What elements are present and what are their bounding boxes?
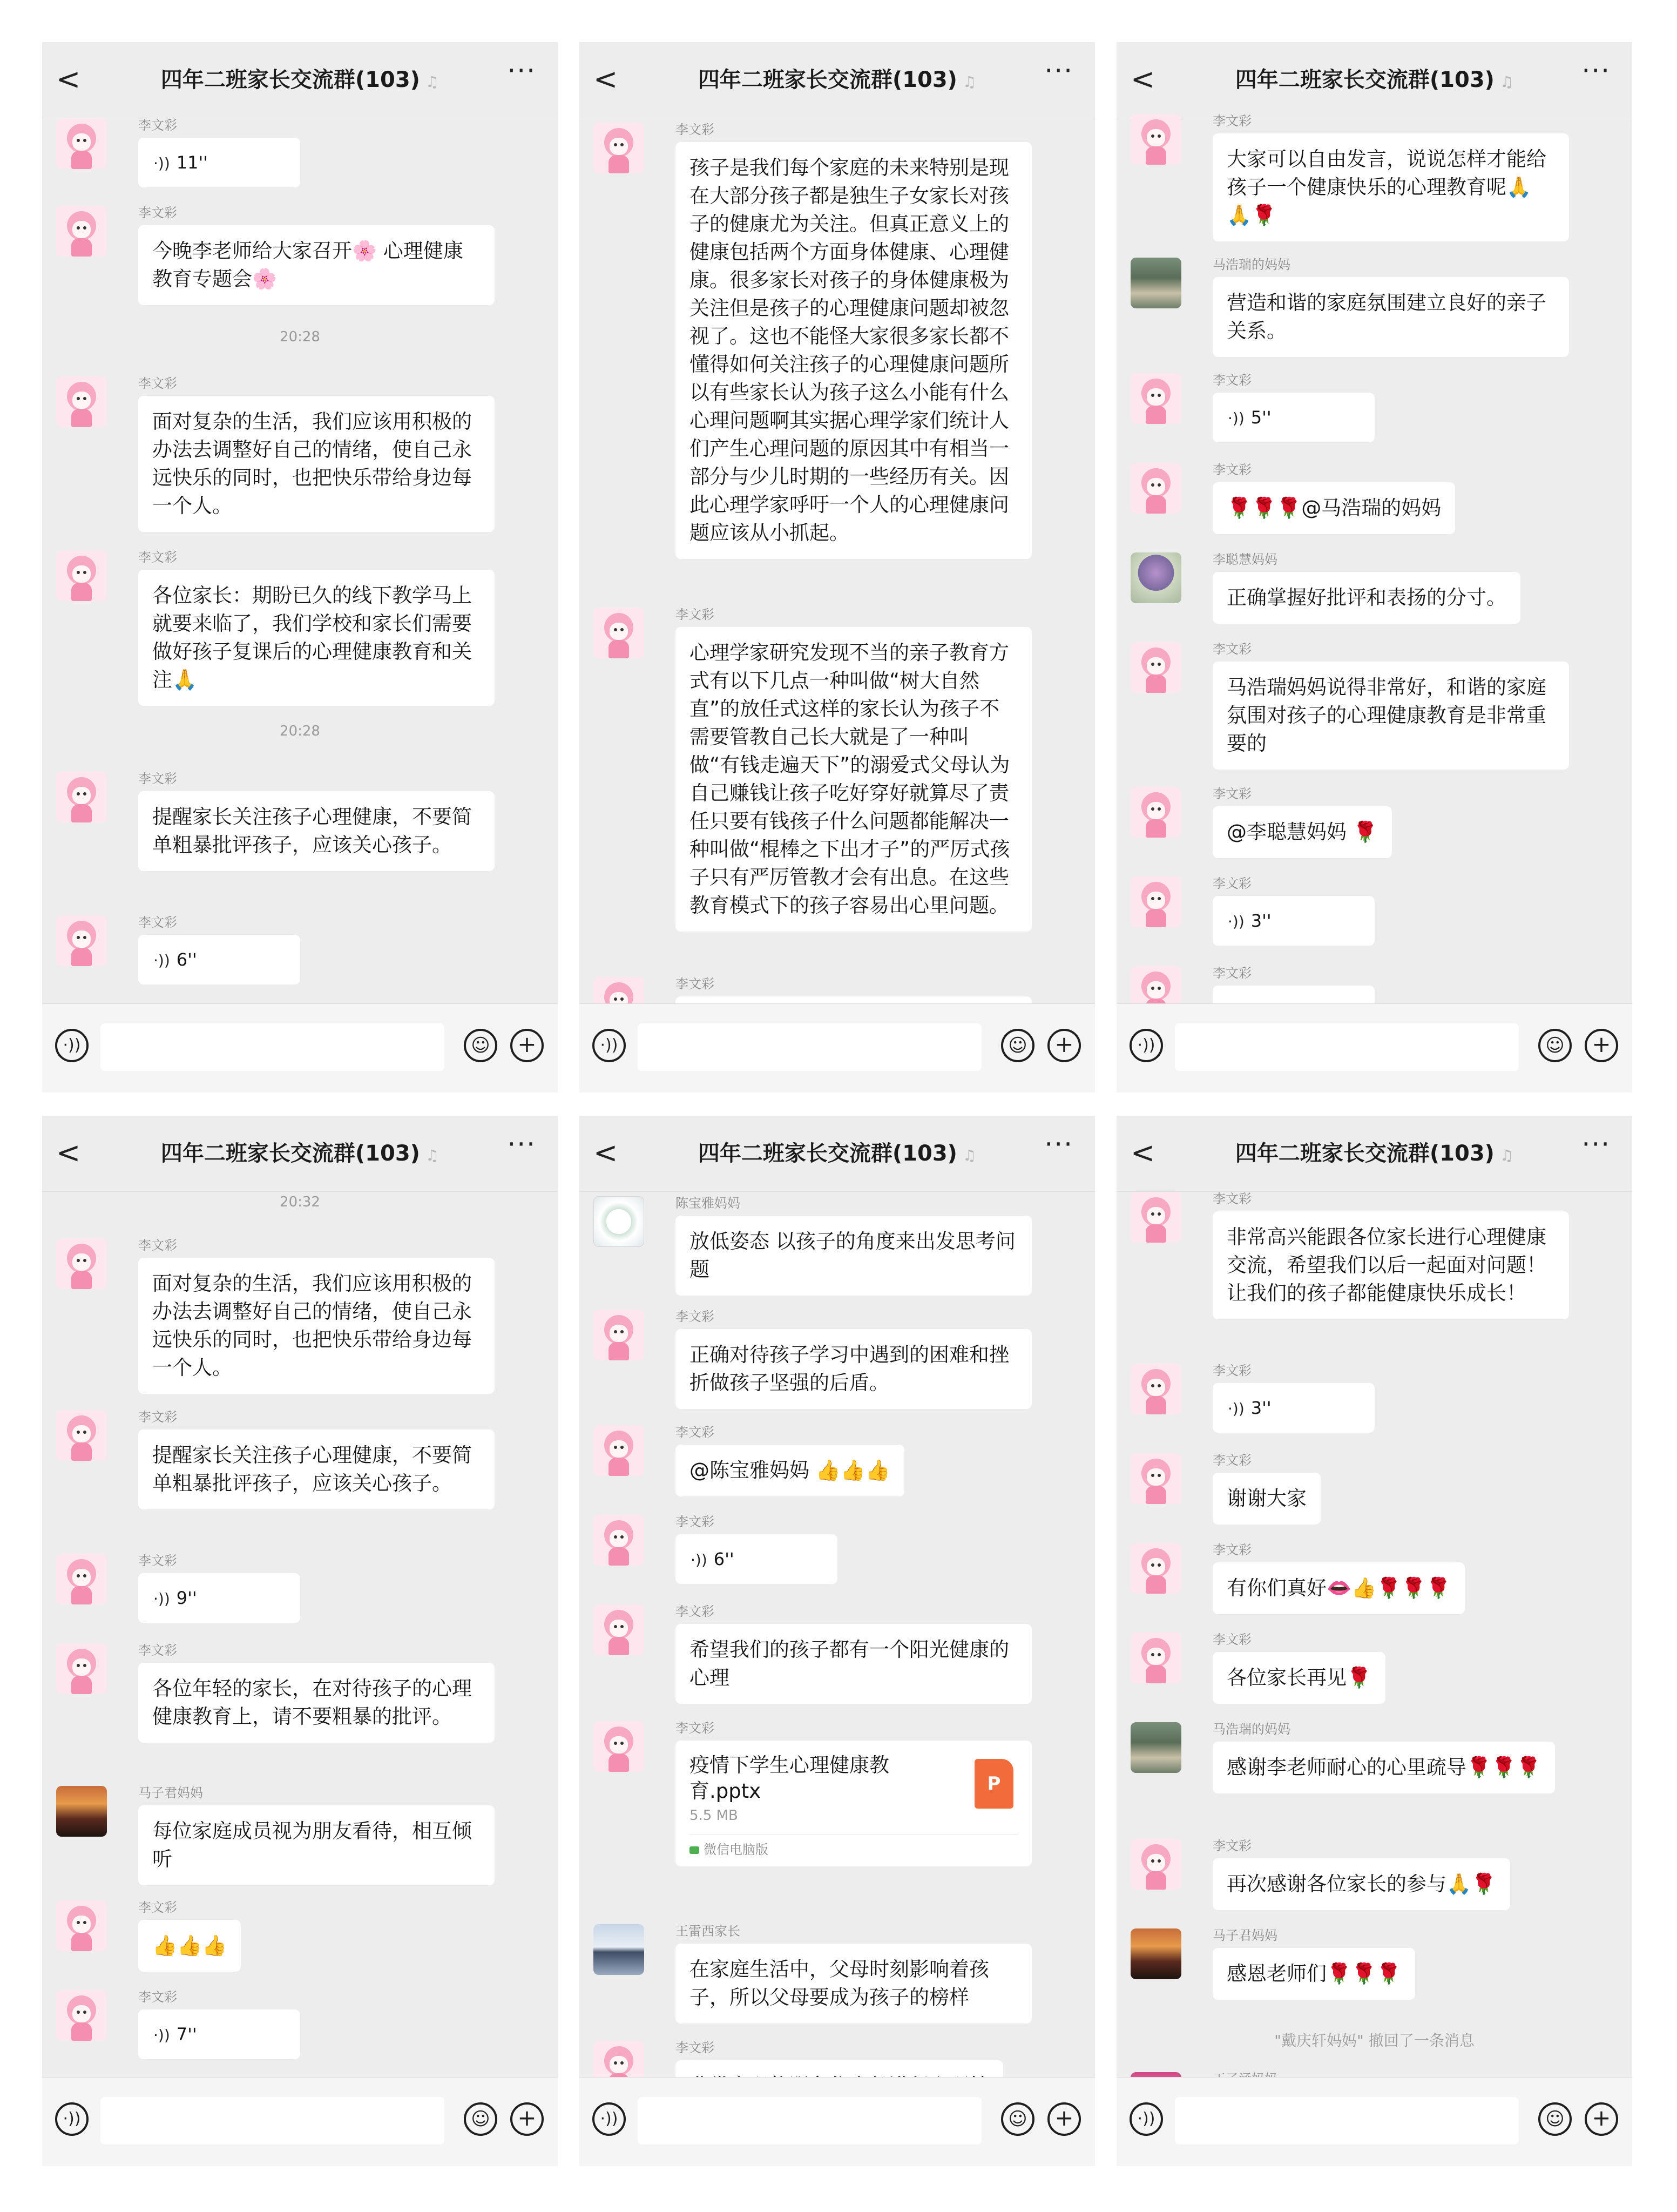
top-bar [42,1116,558,1192]
text-message[interactable]: 👍👍👍 [138,1920,241,1972]
avatar[interactable] [1131,876,1181,927]
back-arrow-icon[interactable]: < [1131,1136,1155,1170]
voice-duration: 9'' [176,1588,197,1608]
timestamp: 20:32 [280,1194,320,1210]
file-message[interactable] [675,1741,1032,1866]
voice-wave-icon: ·)) [1228,1400,1245,1418]
emoji-icon[interactable]: ☺ [1538,1029,1572,1062]
message-input[interactable] [100,2097,444,2144]
sender-name: 李文彩 [138,1410,177,1425]
chat-screen-4 [42,1116,558,2166]
text-message[interactable]: 各位家长再见🌹 [1213,1652,1385,1704]
input-bar [1117,2077,1632,2166]
voice-message[interactable] [138,2009,300,2059]
message-list[interactable] [579,118,1095,1004]
avatar[interactable] [593,1425,644,1476]
sender-name: 李文彩 [138,771,177,786]
voice-input-icon[interactable]: ·)) [55,1029,89,1062]
text-message[interactable]: @陈宝雅妈妈 👍👍👍 [675,1445,904,1496]
text-message[interactable]: 各位年轻的家长，在对待孩子的心理健康教育上，请不要粗暴的批评。 [138,1663,495,1743]
emoji-icon[interactable]: ☺ [464,2102,497,2136]
message-input[interactable] [1175,1023,1519,1071]
voice-input-icon[interactable]: ·)) [592,1029,626,1062]
sender-name: 李聪慧妈妈 [1213,552,1277,567]
avatar[interactable] [1131,1453,1181,1504]
avatar[interactable] [56,915,107,966]
voice-wave-icon: ·)) [691,1551,707,1569]
sender-name: 李文彩 [1213,1542,1252,1557]
chat-screen-5 [579,1116,1095,2166]
text-message[interactable]: 再次感谢各位家长的参与🙏🌹 [1213,1858,1510,1910]
avatar[interactable] [56,376,107,427]
text-message[interactable]: 营造和谐的家庭氛围建立良好的亲子关系。 [1213,277,1569,357]
message-list[interactable] [579,1192,1095,2078]
emoji-icon[interactable]: ☺ [464,1029,497,1062]
chat-screen-3 [1117,42,1632,1092]
sender-name: 李文彩 [1213,1632,1252,1647]
voice-input-icon[interactable]: ·)) [592,2102,626,2136]
emoji-icon[interactable]: ☺ [1538,2102,1572,2136]
text-message[interactable]: 每位家庭成员视为朋友看待，相互倾听 [138,1805,495,1885]
text-message[interactable]: 正确掌握好批评和表扬的分寸。 [1213,572,1520,624]
text-message[interactable]: 心理学家研究发现不当的亲子教育方式有以下几点一种叫做“树大自然直”的放任式这样的家长认为孩子不需要管教自己长大就是了一种叫做“有钱走遍天下”的溺爱式父母认为自己赚钱让孩子吃好穿好就算尽了责任只要有钱孩子什么问题都能解决一种叫做“棍棒之下出才子”的严厉式孩子只有严厉管教才会有出息。在这些教育模式下的孩子容易出心里问题。 [675,627,1032,932]
voice-wave-icon: ·)) [153,2026,170,2044]
mute-bell-icon: ♫ [962,1147,977,1164]
avatar[interactable] [1131,1192,1181,1243]
chat-title: 四年二班家长交流群(103) ♫ [698,68,977,92]
sender-name: 李文彩 [1213,373,1252,388]
message-input[interactable] [638,2097,982,2144]
text-message[interactable]: 面对复杂的生活，我们应该用积极的办法去调整好自己的情绪，使自己永远快乐的同时，也把快乐带给身边每一个人。 [138,396,495,532]
voice-input-icon[interactable]: ·)) [55,2102,89,2136]
text-message[interactable]: 希望我们的孩子都有一个阳光健康的心理 [675,1624,1032,1704]
back-arrow-icon[interactable]: < [56,1136,81,1170]
input-bar [579,1003,1095,1092]
sender-name: 李文彩 [675,1309,714,1324]
voice-message[interactable] [1213,1383,1375,1433]
sender-name: 李文彩 [1213,113,1252,129]
top-bar [42,42,558,118]
chat-screen-1 [42,42,558,1092]
mute-bell-icon: ♫ [425,1147,439,1164]
chat-screen-2 [579,42,1095,1092]
text-message[interactable]: 马浩瑞妈妈说得非常好，和谐的家庭氛围对孩子的心理健康教育是非常重要的 [1213,662,1569,770]
plus-icon[interactable]: + [1047,2102,1081,2136]
avatar[interactable] [593,1196,644,1247]
avatar[interactable] [1131,1839,1181,1890]
top-bar [1117,42,1632,118]
sender-name: 李文彩 [675,1514,714,1529]
avatar[interactable] [593,1310,644,1360]
voice-message[interactable] [138,935,300,984]
sender-name: 李文彩 [138,1643,177,1658]
message-list[interactable] [1117,1192,1632,2078]
sender-name: 李文彩 [675,1604,714,1619]
avatar[interactable] [56,1990,107,2041]
voice-message[interactable] [138,138,300,187]
top-bar [579,1116,1095,1192]
text-message[interactable]: 在家庭生活中，父母时刻影响着孩子，所以父母要成为孩子的榜样 [675,1944,1032,2024]
voice-input-icon[interactable]: ·)) [1130,1029,1163,1062]
avatar[interactable] [56,1238,107,1289]
text-message[interactable]: 大家可以自由发言，说说怎样才能给孩子一个健康快乐的心理教育呢🙏🙏🌹 [1213,133,1569,241]
voice-duration: 6'' [713,1549,734,1569]
sender-name: 李文彩 [1213,642,1252,657]
mute-bell-icon: ♫ [1499,1147,1514,1164]
timestamp: 20:28 [280,329,320,345]
more-options-icon[interactable]: ··· [507,55,536,86]
avatar[interactable] [1131,373,1181,424]
sender-name: 李文彩 [138,1990,177,2005]
avatar[interactable] [1131,552,1181,603]
sender-name: 李文彩 [138,1238,177,1253]
sender-name: 李文彩 [675,607,714,622]
avatar[interactable] [1131,1722,1181,1773]
avatar[interactable] [1131,114,1181,165]
input-bar [42,1003,558,1092]
message-input[interactable] [638,1023,982,1071]
text-message[interactable]: 谢谢大家 [1213,1473,1321,1525]
timestamp: 20:28 [280,723,320,739]
sender-name: 李文彩 [675,976,714,992]
voice-message[interactable] [675,1534,837,1584]
avatar[interactable] [1131,1633,1181,1683]
sender-name: 李文彩 [1213,1191,1252,1206]
plus-icon[interactable]: + [1047,1029,1081,1062]
avatar[interactable] [593,1721,644,1772]
more-options-icon[interactable]: ··· [1044,55,1073,86]
recall-notice: "戴庆轩妈妈" 撤回了一条消息 [1274,2032,1475,2049]
chat-title: 四年二班家长交流群(103) ♫ [160,1141,439,1166]
input-bar [1117,1003,1632,1092]
file-size: 5.5 MB [689,1808,738,1824]
avatar[interactable] [56,772,107,822]
avatar[interactable] [1131,1543,1181,1594]
sender-name: 李文彩 [138,118,177,133]
sender-name: 马子君妈妈 [138,1785,203,1800]
voice-message[interactable] [1213,393,1375,442]
avatar[interactable] [1131,1928,1181,1979]
chat-title: 四年二班家长交流群(103) ♫ [160,68,439,92]
voice-wave-icon: ·)) [153,1590,170,1608]
voice-duration: 7'' [176,2024,197,2045]
text-message[interactable]: 正确对待孩子学习中遇到的困难和挫折做孩子坚强的后盾。 [675,1329,1032,1409]
text-message[interactable]: 提醒家长关注孩子心理健康，不要简单粗暴批评孩子，应该关心孩子。 [138,1429,495,1509]
back-arrow-icon[interactable]: < [593,62,618,96]
sender-name: 李文彩 [675,1721,714,1736]
plus-icon[interactable]: + [510,2102,544,2136]
more-options-icon[interactable]: ··· [1581,55,1611,86]
pptx-file-icon: P [975,1759,1013,1809]
text-message[interactable]: 孩子是我们每个家庭的未来特别是现在大部分孩子都是独生子女家长对孩子的健康尤为关注。但真正意义上的健康包括两个方面身体健康、心理健康。很多家长对孩子的身体健康极为关注但是孩子的心理健康问题却被忽视了。这也不能怪大家很多家长都不懂得如何关注孩子的心理健康问题所以有些家长认为孩子这么小能有什么心理问题啊其实据心理学家们统计人们产生心理问题的原因其中有相当一部分与少儿时期的一些经历有关。因此心理学家呼吁一个人的心理健康问题应该从小抓起。 [675,142,1032,559]
sender-name: 李文彩 [675,122,714,137]
voice-duration: 3'' [1250,911,1272,931]
emoji-icon[interactable]: ☺ [1001,2102,1034,2136]
voice-duration: 5'' [1250,407,1272,428]
file-source: 微信电脑版 [689,1835,1018,1858]
sender-name: 马浩瑞的妈妈 [1213,1722,1290,1737]
text-message[interactable]: @李聪慧妈妈 🌹 [1213,806,1392,858]
sender-name: 李文彩 [1213,1838,1252,1853]
mute-bell-icon: ♫ [962,73,977,91]
sender-name: 李文彩 [138,550,177,565]
sender-name: 李文彩 [675,2040,714,2055]
avatar[interactable] [56,118,107,169]
sender-name: 李文彩 [1213,1363,1252,1378]
text-message[interactable]: 各位家长：期盼已久的线下教学马上就要来临了，我们学校和家长们需要做好孩子复课后的心理健康教育和关注🙏 [138,570,495,706]
avatar[interactable] [1131,1364,1181,1414]
text-message[interactable]: 🌹🌹🌹@马浩瑞的妈妈 [1213,482,1455,534]
avatar[interactable] [1131,787,1181,838]
avatar[interactable] [56,1786,107,1837]
wechat-pc-icon [689,1846,699,1854]
voice-wave-icon: ·)) [1228,409,1245,427]
avatar[interactable] [1131,258,1181,308]
text-message[interactable]: 今晚李老师给大家召开🌸 心理健康教育专题会🌸 [138,225,495,305]
back-arrow-icon[interactable]: < [56,62,81,96]
avatar[interactable] [56,206,107,257]
sender-name: 李文彩 [1213,1453,1252,1468]
message-list[interactable] [42,1192,558,2078]
back-arrow-icon[interactable]: < [593,1136,618,1170]
text-message[interactable]: 非常高兴能跟各位家长进行心理健康交流，希望我们以后一起面对问题！让我们的孩子都能健康快乐成长！ [1213,1211,1569,1319]
plus-icon[interactable]: + [1585,2102,1618,2136]
top-bar [579,42,1095,118]
text-message[interactable]: 面对复杂的生活，我们应该用积极的办法去调整好自己的情绪，使自己永远快乐的同时，也把快乐带给身边每一个人。 [138,1258,495,1394]
chat-title: 四年二班家长交流群(103) ♫ [1235,1141,1514,1166]
sender-name: 李文彩 [138,205,177,220]
message-input[interactable] [1175,2097,1519,2144]
avatar[interactable] [593,123,644,173]
mute-bell-icon: ♫ [1499,73,1514,91]
voice-duration: 3'' [1250,1398,1272,1418]
sender-name: 王雷西家长 [675,1924,740,1939]
input-bar [579,2077,1095,2166]
file-name: 疫情下学生心理健康教育.pptx [689,1754,889,1803]
sender-name: 马子君妈妈 [1213,1928,1277,1943]
sender-name: 李文彩 [675,1425,714,1440]
more-options-icon[interactable]: ··· [507,1129,536,1160]
chat-title: 四年二班家长交流群(103) ♫ [698,1141,977,1166]
chat-title: 四年二班家长交流群(103) ♫ [1235,68,1514,92]
sender-name: 陈宝雅妈妈 [675,1196,740,1211]
sender-name: 李文彩 [138,915,177,930]
text-message[interactable]: 有你们真好👄👍🌹🌹🌹 [1213,1562,1465,1614]
voice-wave-icon: ·)) [1228,913,1245,930]
sender-name: 李文彩 [138,376,177,391]
back-arrow-icon[interactable]: < [1131,62,1155,96]
voice-duration: 6'' [176,949,197,970]
avatar[interactable] [593,608,644,658]
chat-screen-6 [1117,1116,1632,2166]
voice-wave-icon: ·)) [153,952,170,969]
voice-message[interactable] [138,1573,300,1623]
more-options-icon[interactable]: ··· [1581,1129,1611,1160]
avatar[interactable] [56,550,107,601]
avatar[interactable] [593,1924,644,1975]
message-input[interactable] [100,1023,444,1071]
text-message[interactable]: 感恩老师们🌹🌹🌹 [1213,1948,1415,2000]
more-options-icon[interactable]: ··· [1044,1129,1073,1160]
voice-message[interactable] [1213,896,1375,946]
mute-bell-icon: ♫ [425,73,439,91]
voice-duration: 11'' [176,152,208,173]
sender-name: 李文彩 [138,1900,177,1915]
voice-wave-icon: ·)) [153,154,170,172]
sender-name: 李文彩 [1213,462,1252,477]
voice-input-icon[interactable]: ·)) [1130,2102,1163,2136]
text-message[interactable]: 放低姿态 以孩子的角度来出发思考问题 [675,1216,1032,1296]
sender-name: 李文彩 [1213,876,1252,891]
sender-name: 李文彩 [138,1553,177,1568]
avatar[interactable] [56,1554,107,1604]
plus-icon[interactable]: + [1585,1029,1618,1062]
sender-name: 李文彩 [1213,786,1252,801]
text-message[interactable]: 提醒家长关注孩子心理健康，不要简单粗暴批评孩子，应该关心孩子。 [138,791,495,871]
plus-icon[interactable]: + [510,1029,544,1062]
avatar[interactable] [593,1515,644,1566]
message-list[interactable] [1117,113,1632,1004]
avatar[interactable] [56,1410,107,1461]
top-bar [1117,1116,1632,1192]
sender-name: 李文彩 [1213,966,1252,981]
sender-name: 马浩瑞的妈妈 [1213,257,1290,272]
avatar[interactable] [56,1900,107,1951]
message-list[interactable] [42,118,558,1004]
avatar[interactable] [1131,642,1181,693]
text-message[interactable]: 感谢李老师耐心的心里疏导🌹🌹🌹 [1213,1742,1555,1793]
avatar[interactable] [593,1604,644,1655]
emoji-icon[interactable]: ☺ [1001,1029,1034,1062]
avatar[interactable] [56,1643,107,1694]
input-bar [42,2077,558,2166]
avatar[interactable] [1131,463,1181,514]
